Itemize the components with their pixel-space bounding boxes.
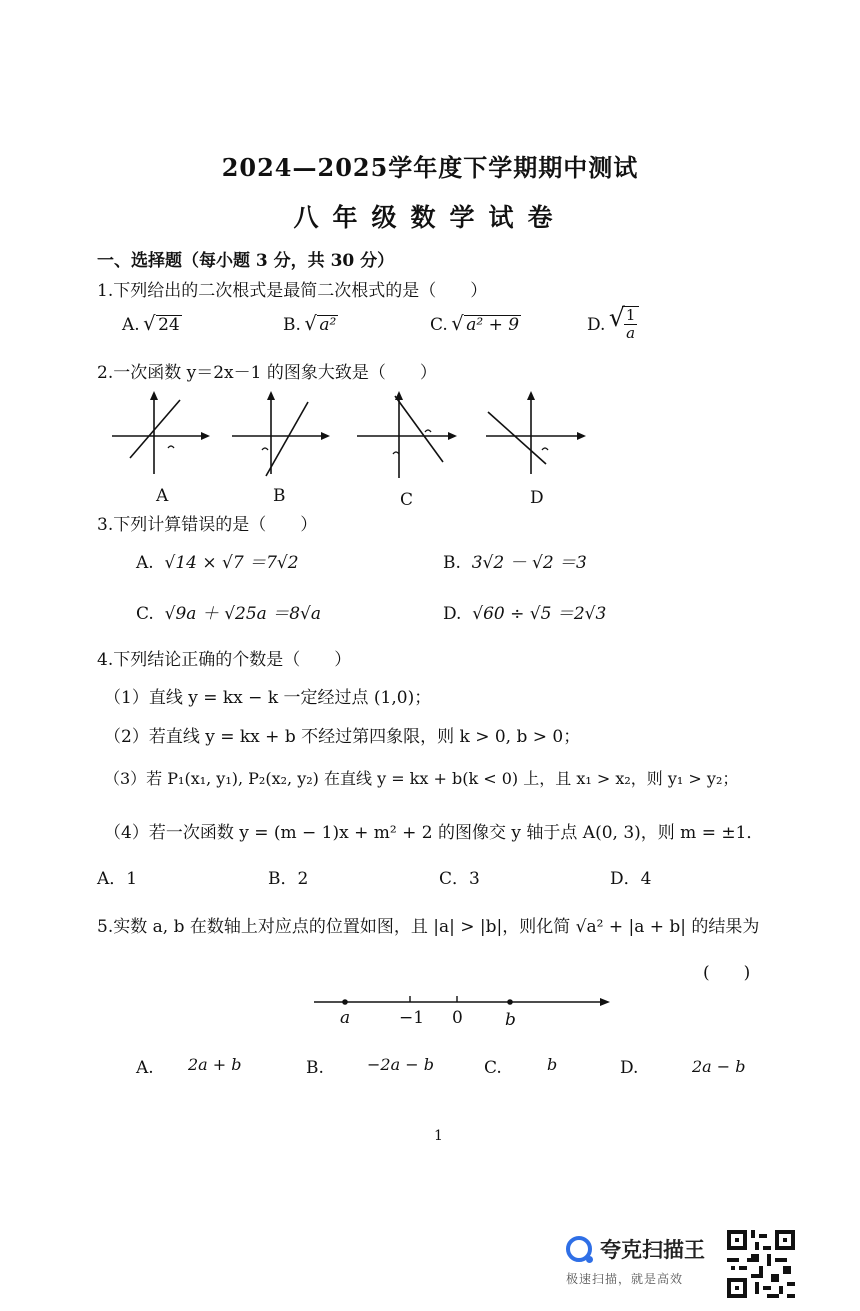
q1-c-label: C. — [430, 315, 448, 335]
q1-option-d — [587, 306, 639, 341]
q2-graph-c — [355, 388, 461, 486]
q5-option-d-value: 2a − b — [692, 1057, 746, 1076]
q1-c-radicand: a² + 9 — [466, 315, 520, 335]
page-number: 1 — [434, 1128, 443, 1144]
q3-option-a — [136, 548, 299, 573]
q1-option-b — [283, 315, 338, 336]
q4-statement-1: （1）直线 y = kx − k 一定经过点 (1,0)； — [104, 688, 432, 708]
section-heading: 一、选择题（每小题 3 分，共 30 分） — [97, 251, 395, 271]
brand-slogan: 极速扫描，就是高效 — [566, 1272, 684, 1286]
q5-axis-label-b: b — [505, 1010, 516, 1030]
q4-statement-4: （4）若一次函数 y = (m − 1)x + m² + 2 的图像交 y 轴于点 A(0, 3)，则 m = ±1． — [104, 823, 764, 843]
q1-a-radicand: 24 — [158, 315, 180, 335]
q4-option-b: B．2 — [268, 869, 309, 889]
exam-subtitle: 八年级数学试卷 — [293, 203, 567, 232]
q1-option-a — [122, 315, 182, 336]
brand-name: 夸克扫描王 — [600, 1238, 705, 1262]
q1-option-c — [430, 315, 521, 336]
q4-option-a: A．1 — [97, 869, 138, 889]
q4-statement-2: （2）若直线 y = kx + b 不经过第四象限，则 k > 0, b > 0； — [104, 727, 581, 747]
q5-axis-label-0: 0 — [452, 1008, 463, 1028]
q1-b-label: B. — [283, 315, 301, 335]
q3-a-label: A. — [136, 553, 154, 573]
q1-a-label: A. — [122, 315, 140, 335]
q1-b-radicand: a² — [319, 315, 337, 335]
q5-axis-label-a: a — [340, 1008, 351, 1028]
q5-option-b-value: −2a − b — [367, 1055, 434, 1074]
q2-label-d: D — [530, 488, 544, 508]
q3-d-label: D. — [443, 604, 462, 624]
q5-answer-paren: ( ) — [703, 963, 751, 983]
q5-option-a-value: 2a + b — [188, 1055, 242, 1074]
q3-stem: 3.下列计算错误的是（ ） — [97, 515, 318, 535]
q5-option-b-label: B. — [306, 1058, 324, 1078]
q1-d-denominator: a — [626, 323, 636, 342]
q4-stem: 4.下列结论正确的个数是（ ） — [97, 650, 352, 670]
q3-a-expr: √14 × √7 ＝7√2 — [164, 553, 299, 573]
q5-option-c-label: C. — [484, 1058, 502, 1078]
q3-b-expr: 3√2 － √2 ＝3 — [471, 553, 587, 573]
q2-stem: 2.一次函数 y＝2x－1 的图象大致是（ ） — [97, 363, 437, 383]
q2-graph-a — [108, 388, 214, 480]
q5-option-d-label: D. — [620, 1058, 639, 1078]
q3-option-c — [136, 599, 321, 624]
q2-label-b: B — [273, 486, 286, 506]
exam-title: 2024—2025学年度下学期期中测试 — [221, 153, 639, 182]
q4-option-d: D．4 — [610, 869, 652, 889]
q3-b-label: B. — [443, 553, 461, 573]
qr-code-icon — [727, 1230, 795, 1298]
q5-axis-label-neg1: −1 — [399, 1008, 425, 1028]
q1-d-label: D. — [587, 315, 606, 335]
q3-option-d — [443, 599, 606, 624]
q5-stem: 5.实数 a, b 在数轴上对应点的位置如图，且 |a| > |b|，则化简 √a² + |a + b| 的结果为 — [97, 917, 760, 937]
q2-label-a: A — [156, 486, 169, 506]
q5-option-a-label: A. — [136, 1058, 154, 1078]
q3-d-expr: √60 ÷ √5 ＝2√3 — [472, 604, 607, 624]
q4-option-c: C．3 — [439, 869, 480, 889]
q2-label-c: C — [400, 490, 414, 510]
q5-option-c-value: b — [547, 1055, 558, 1074]
scanner-watermark — [566, 1234, 705, 1287]
q2-graph-d — [484, 388, 590, 480]
q2-graph-b — [228, 388, 334, 480]
q1-stem: 1.下列给出的二次根式是最简二次根式的是（ ） — [97, 281, 488, 301]
q3-option-b — [443, 548, 587, 573]
q1-d-numerator: √ 1 — [625, 306, 636, 324]
q4-statement-3: （3）若 P₁(x₁, y₁), P₂(x₂, y₂) 在直线 y = kx + b(k < 0) 上，且 x₁ > x₂，则 y₁ > y₂； — [104, 769, 739, 788]
q3-c-label: C. — [136, 604, 154, 624]
quark-logo-icon — [566, 1236, 592, 1262]
q3-c-expr: √9a ＋ √25a ＝8√a — [164, 604, 322, 624]
